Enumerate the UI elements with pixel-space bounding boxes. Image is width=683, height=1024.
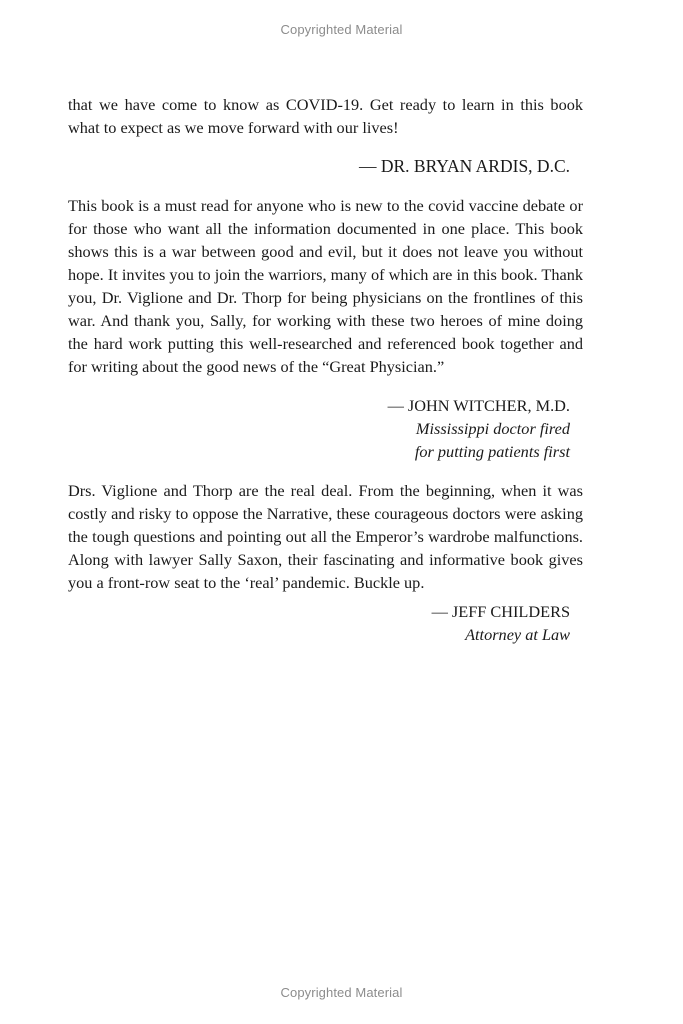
copyright-watermark-top: Copyrighted Material (280, 22, 403, 37)
attribution-name-witcher: — JOHN WITCHER, M.D. (387, 396, 570, 415)
attribution-name-ardis: — DR. BRYAN ARDIS, D.C. (358, 156, 570, 176)
attribution-ardis (68, 155, 583, 178)
endorsement-text-ardis: that we have come to know as COVID-19. Get ready to learn in this book what to expect as we move forward with our lives! (68, 95, 583, 137)
attribution-witcher (68, 394, 583, 463)
endorsements-section (68, 93, 583, 646)
attribution-role-witcher-line1: Mississippi doctor fired (415, 419, 570, 438)
attribution-role-childers: Attorney at Law (465, 625, 570, 644)
endorsement-text-witcher: This book is a must read for anyone who is new to the covid vaccine debate or for those who want all the information documented in one place. This book shows this is a war between good and evil, but it does not leave you without hope. It invites you to join the warriors, many of which are in this book. Thank you, Dr. Viglione and Dr. Thorp for being physicians on the frontlines of this war. And thank you, Sally, for working with these two heroes of mine doing the hard work putting this well-researched and referenced book together and for writing about the good news of the “Great Physician.” (68, 196, 583, 376)
endorsement-text-childers: Drs. Viglione and Thorp are the real deal. From the beginning, when it was costly and risky to oppose the Narrative, these courageous doctors were asking the tough questions and pointing out all the Emperor’s wardrobe malfunctions. Along with lawyer Sally Saxon, their fascinating and informative book gives you a front-row seat to the ‘real’ pandemic. Buckle up. (68, 481, 583, 592)
attribution-role-witcher-line2: for putting patients first (414, 442, 570, 461)
attribution-name-childers: — JEFF CHILDERS (431, 602, 570, 621)
copyright-watermark-bottom: Copyrighted Material (280, 985, 403, 1000)
attribution-childers (68, 600, 583, 646)
